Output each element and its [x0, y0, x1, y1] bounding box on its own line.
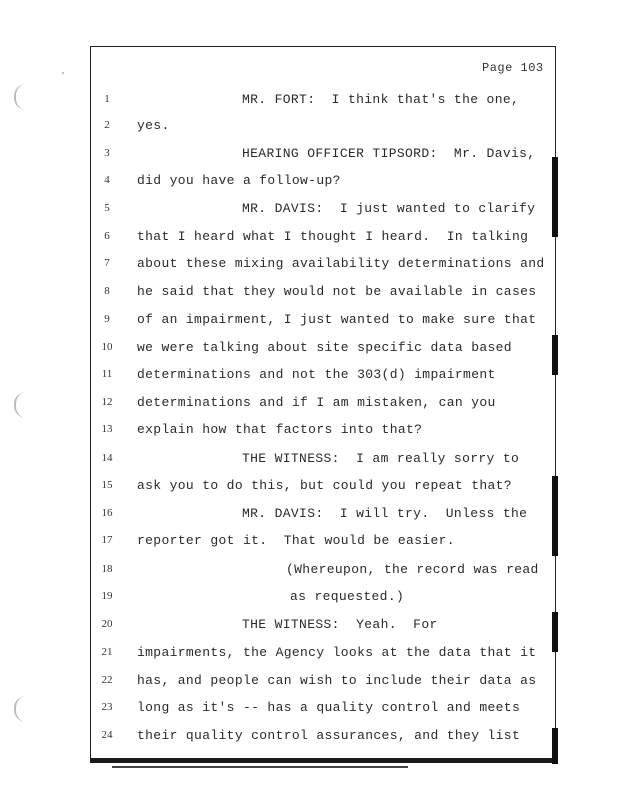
line-number: 23	[101, 701, 113, 713]
line-number: 19	[101, 590, 113, 602]
line-number: 3	[104, 147, 110, 159]
line-number: 24	[101, 729, 113, 741]
transcript-line: determinations and not the 303(d) impairment	[137, 367, 496, 382]
line-number: 11	[101, 368, 113, 380]
margin-bar	[552, 728, 558, 764]
line-number: 7	[104, 257, 110, 269]
transcript-line: has, and people can wish to include their data as	[137, 673, 537, 688]
line-number: 21	[101, 646, 113, 658]
line-number: 6	[104, 230, 110, 242]
transcript-line: MR. FORT: I think that's the one,	[242, 92, 520, 107]
transcript-line: THE WITNESS: I am really sorry to	[242, 451, 520, 466]
line-number: 9	[104, 313, 110, 325]
margin-bar	[552, 335, 558, 375]
transcript-line: HEARING OFFICER TIPSORD: Mr. Davis,	[242, 146, 536, 161]
transcript-line: we were talking about site specific data based	[137, 340, 512, 355]
punch-hole-mark	[14, 392, 28, 418]
transcript-line: about these mixing availability determinations and	[137, 256, 545, 271]
transcript-line: ask you to do this, but could you repeat that?	[137, 478, 512, 493]
line-number: 17	[101, 534, 113, 546]
line-number: 1	[104, 93, 110, 105]
punch-hole-mark	[14, 696, 28, 722]
line-number: 15	[101, 479, 113, 491]
line-number: 13	[101, 423, 113, 435]
transcript-line: did you have a follow-up?	[137, 173, 341, 188]
transcript-line: long as it's -- has a quality control and meets	[137, 700, 521, 715]
transcript-line: reporter got it. That would be easier.	[137, 533, 455, 548]
transcript-line: MR. DAVIS: I just wanted to clarify	[242, 201, 536, 216]
line-number: 4	[104, 174, 110, 186]
transcript-line: determinations and if I am mistaken, can you	[137, 395, 496, 410]
line-number: 10	[101, 341, 113, 353]
punch-hole-mark	[14, 84, 28, 110]
transcript-line: he said that they would not be available in cases	[137, 284, 537, 299]
transcript-line: their quality control assurances, and they list	[137, 728, 521, 743]
transcript-line: yes.	[137, 118, 170, 133]
transcript-line: that I heard what I thought I heard. In talking	[137, 229, 529, 244]
transcript-line: explain how that factors into that?	[137, 422, 423, 437]
line-number: 14	[101, 452, 113, 464]
transcript-line: THE WITNESS: Yeah. For	[242, 617, 438, 632]
page-number: Page 103	[482, 61, 544, 75]
margin-bar	[552, 476, 558, 556]
bottom-rule	[90, 758, 556, 763]
scan-speck	[62, 72, 64, 74]
line-number: 2	[104, 119, 110, 131]
line-number: 8	[104, 285, 110, 297]
line-number: 12	[101, 396, 113, 408]
bottom-rule-secondary	[112, 766, 408, 768]
line-number: 18	[101, 563, 113, 575]
line-number: 5	[104, 202, 110, 214]
transcript-line: impairments, the Agency looks at the data that it	[137, 645, 537, 660]
transcript-line: of an impairment, I just wanted to make sure that	[137, 312, 537, 327]
line-number: 22	[101, 674, 113, 686]
margin-bar	[552, 157, 558, 237]
margin-bar	[552, 612, 558, 652]
transcript-line: as requested.)	[290, 589, 405, 604]
transcript-line: MR. DAVIS: I will try. Unless the	[242, 506, 528, 521]
line-number: 16	[101, 507, 113, 519]
line-number: 20	[101, 618, 113, 630]
transcript-line: (Whereupon, the record was read	[286, 562, 539, 577]
